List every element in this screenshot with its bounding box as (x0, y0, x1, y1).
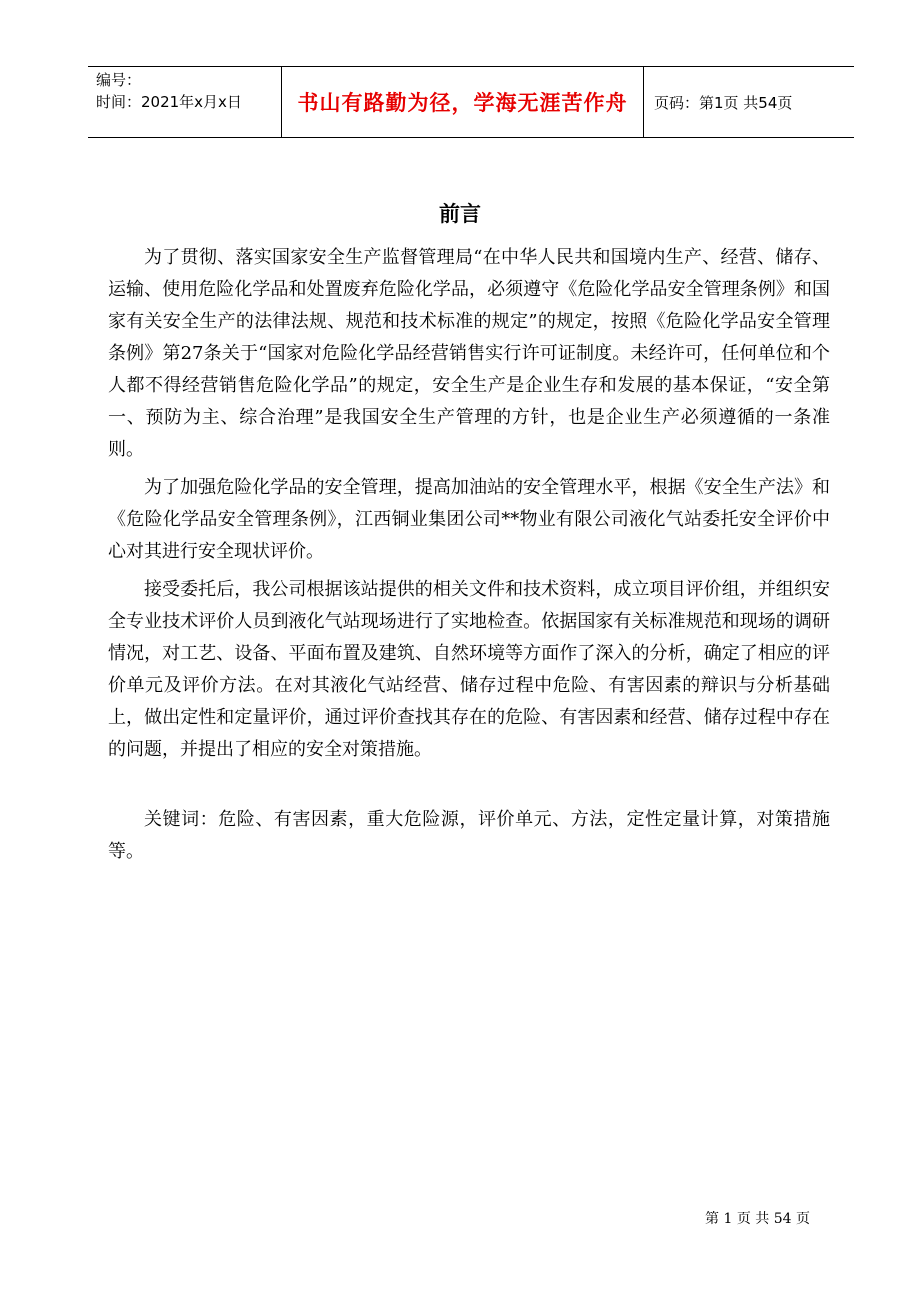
page-header (88, 66, 854, 138)
document-title: 前言 (439, 202, 481, 226)
date-label: 时间：2021年x月x日 (96, 93, 242, 111)
header-page-number: 页码：第1页 共54页 (654, 93, 793, 112)
header-page-cell (644, 67, 854, 137)
document-body (108, 242, 830, 874)
paragraph: 为了加强危险化学品的安全管理，提高加油站的安全管理水平，根据《安全生产法》和《危险化学品安全管理条例》，江西铜业集团公司**物业有限公司液化气站委托安全评价中心对其进行安全现状评价。 (108, 477, 830, 562)
motto-text: 书山有路勤为径，学海无涯苦作舟 (297, 91, 628, 115)
header-motto-cell (282, 67, 644, 137)
paragraph: 接受委托后，我公司根据该站提供的相关文件和技术资料，成立项目评价组，并组织安全专业技术评价人员到液化气站现场进行了实地检查。依据国家有关标准规范和现场的调研情况，对工艺、设备、平面布置及建筑、自然环境等方面作了深入的分析，确定了相应的评价单元及评价方法。在对其液化气站经营、储存过程中危险、有害因素的辩识与分析基础上，做出定性和定量评价，通过评价查找其存在的危险、有害因素和经营、储存过程中存在的问题，并提出了相应的安全对策措施。 (108, 579, 830, 760)
header-meta-cell (88, 67, 282, 137)
serial-number-label: 编号： (96, 71, 142, 89)
keywords-paragraph: 关键词：危险、有害因素，重大危险源，评价单元、方法，定性定量计算，对策措施等。 (108, 809, 830, 862)
paragraph: 为了贯彻、落实国家安全生产监督管理局“在中华人民共和国境内生产、经营、储存、运输、使用危险化学品和处置废弃危险化学品，必须遵守《危险化学品安全管理条例》和国家有关安全生产的法律法规、规范和技术标准的规定”的规定，按照《危险化学品安全管理条例》第27条关于“国家对危险化学品经营销售实行许可证制度。未经许可，任何单位和个人都不得经营销售危险化学品”的规定，安全生产是企业生存和发展的基本保证，“安全第一、预防为主、综合治理”是我国安全生产管理的方针，也是企业生产必须遵循的一条准则。 (108, 247, 830, 460)
page-footer: 第 1 页 共 54 页 (705, 1211, 810, 1227)
